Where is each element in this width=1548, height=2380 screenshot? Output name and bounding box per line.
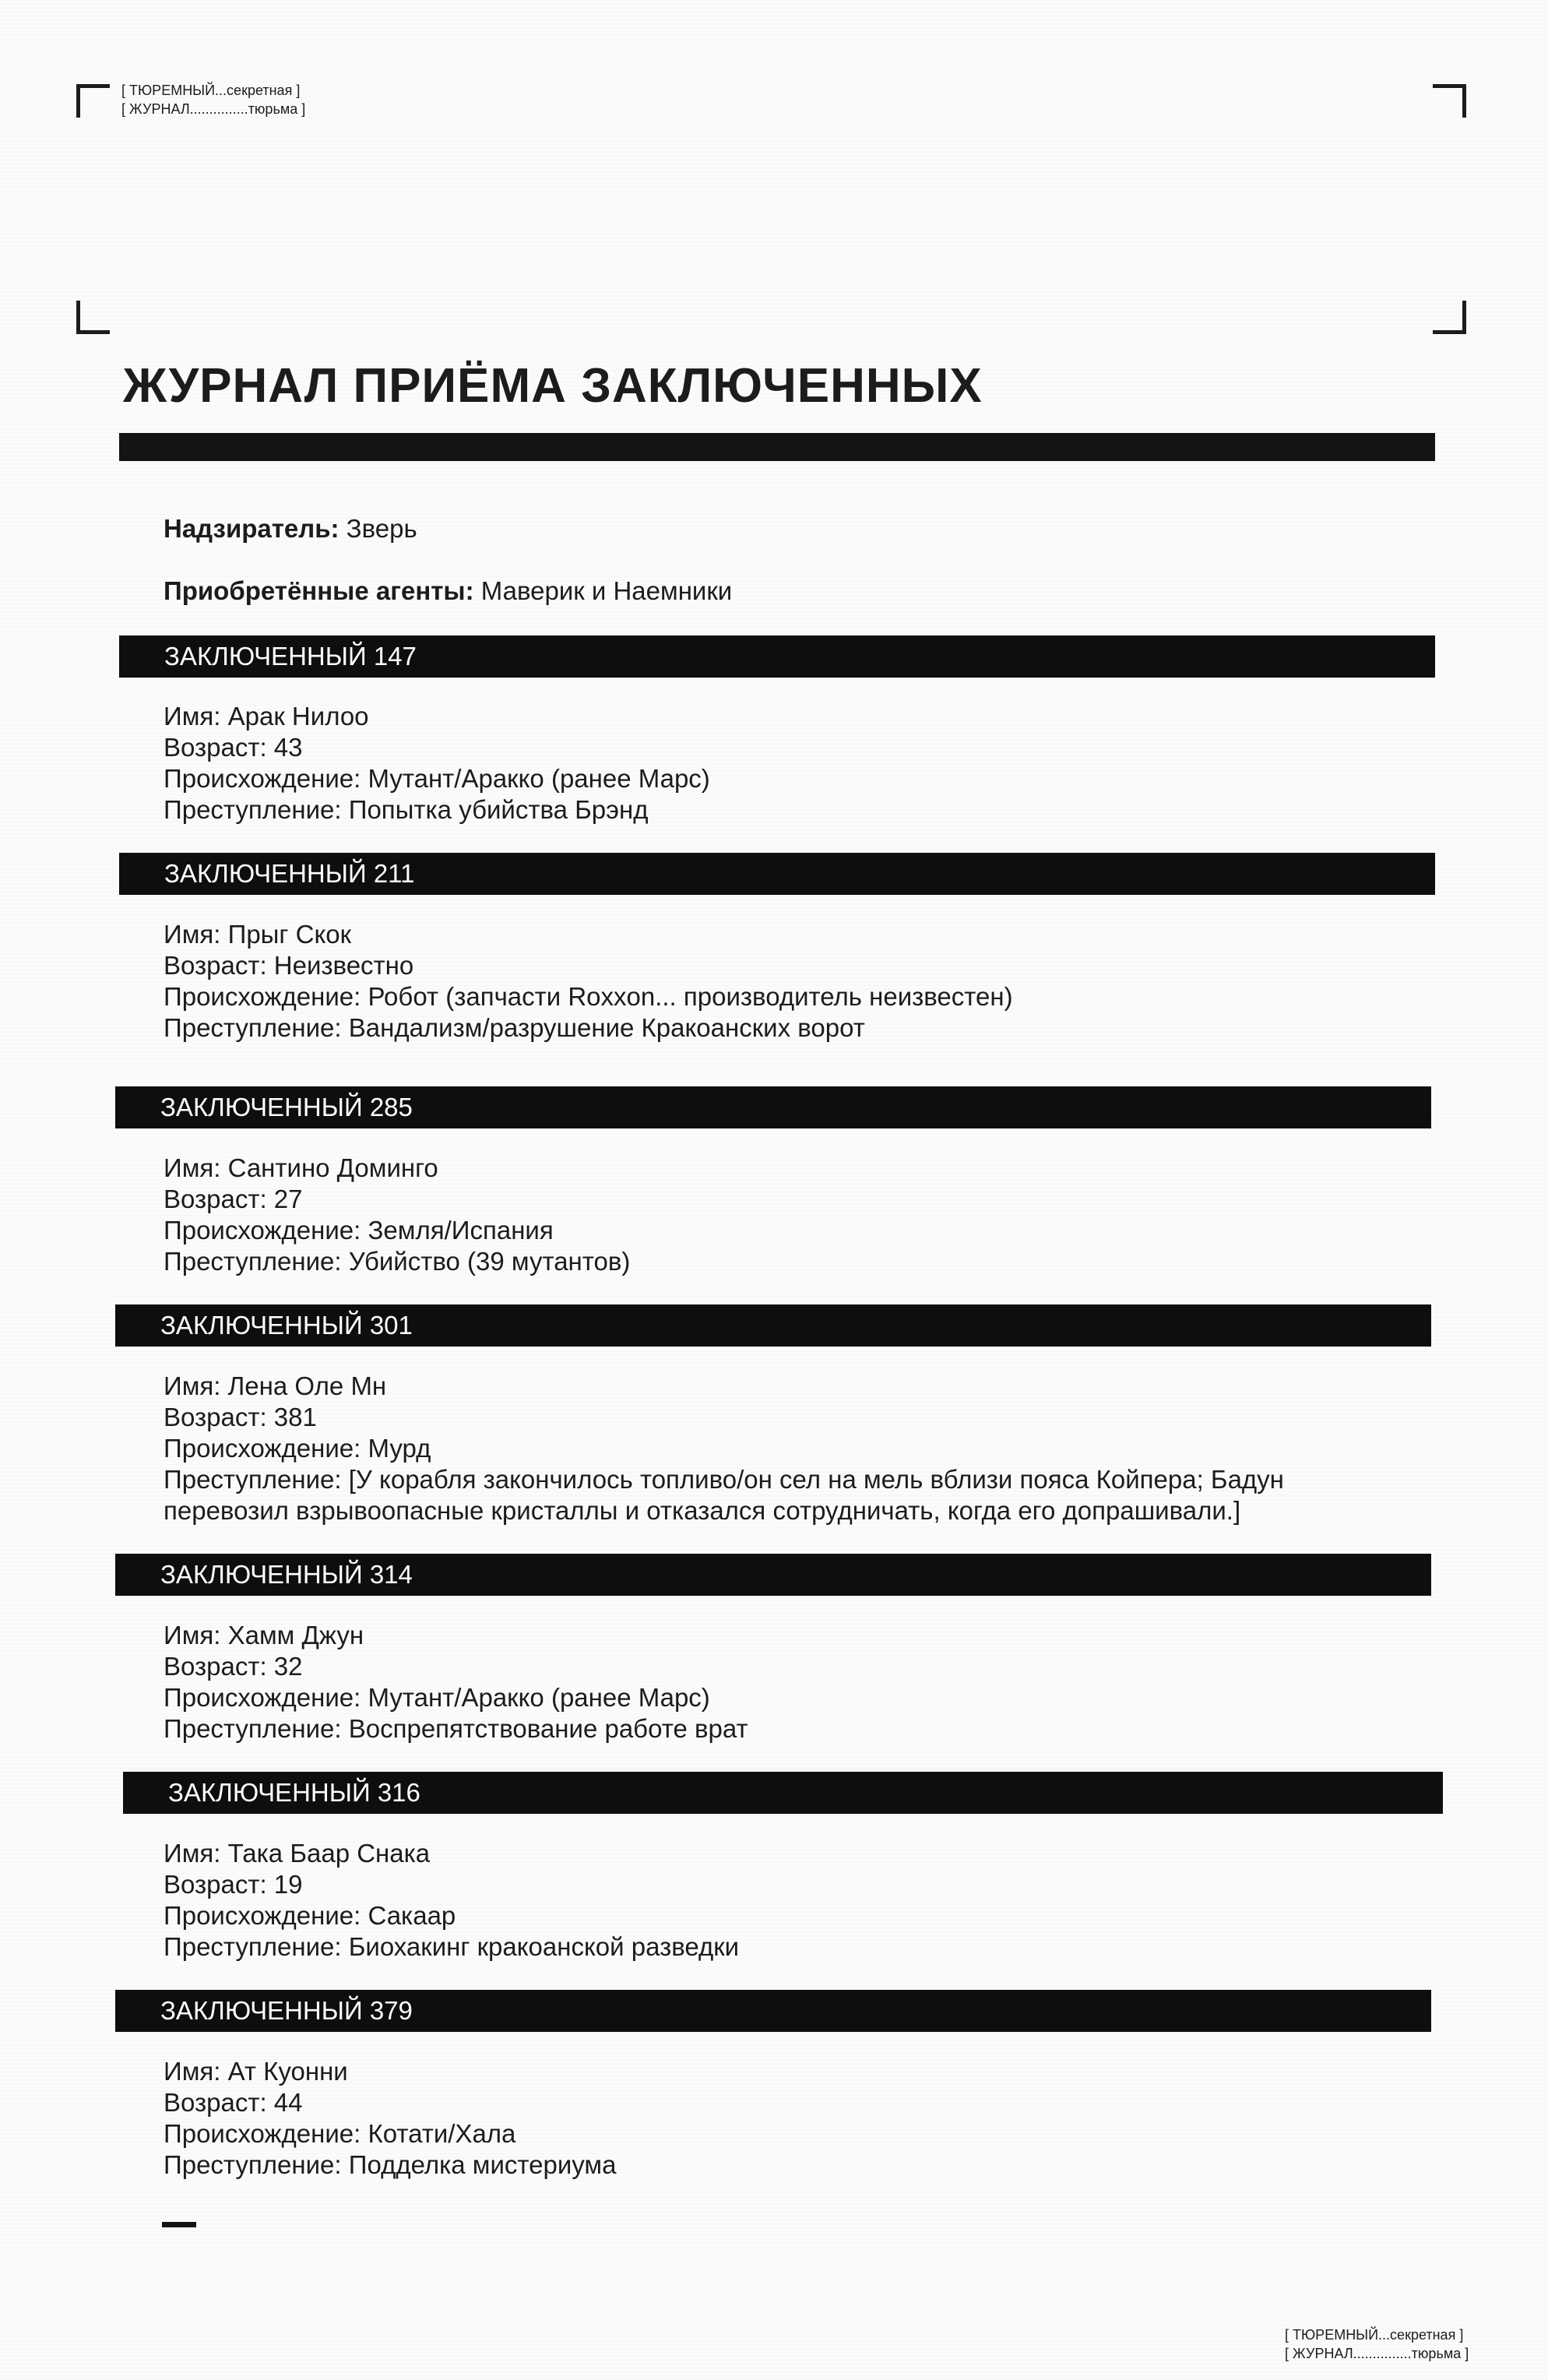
prisoner-age: Возраст: 27 bbox=[164, 1185, 303, 1213]
prisoner-age: Возраст: 43 bbox=[164, 733, 303, 762]
prisoner-crime: Преступление: Воспрепятствование работе врат bbox=[164, 1714, 748, 1743]
prisoner-crime: Преступление: [У корабля закончилось топливо/он сел на мель вблизи пояса Койпера; Бадун bbox=[164, 1465, 1284, 1494]
prisoner-crime-continued: перевозил взрывоопасные кристаллы и отказался сотрудничать, когда его допрашивали.] bbox=[164, 1496, 1241, 1525]
prisoner-origin: Происхождение: Котати/Хала bbox=[164, 2119, 516, 2148]
corner-mark-top-right bbox=[1433, 84, 1466, 118]
agents-label: Приобретённые агенты: bbox=[164, 576, 474, 605]
prisoner-crime: Преступление: Биохакинг кракоанской разведки bbox=[164, 1932, 740, 1961]
prisoner-record-379 bbox=[164, 2056, 1441, 2181]
prisoner-crime: Преступление: Убийство (39 мутантов) bbox=[164, 1247, 631, 1276]
prisoner-age: Возраст: 381 bbox=[164, 1403, 317, 1431]
stamp-line-1: [ ТЮРЕМНЫЙ...секретная ] bbox=[1285, 2327, 1464, 2343]
prisoner-name: Имя: Ат Куонни bbox=[164, 2057, 348, 2086]
prisoner-header-314: ЗАКЛЮЧЕННЫЙ 314 bbox=[115, 1554, 1431, 1596]
prisoner-header-285: ЗАКЛЮЧЕННЫЙ 285 bbox=[115, 1086, 1431, 1128]
warden-line bbox=[164, 514, 417, 544]
warden-label: Надзиратель: bbox=[164, 514, 340, 543]
prisoner-header-316: ЗАКЛЮЧЕННЫЙ 316 bbox=[123, 1772, 1443, 1814]
stamp-line-2: [ ЖУРНАЛ...............тюрьма ] bbox=[1285, 2346, 1469, 2361]
prisoner-name: Имя: Арак Нилоо bbox=[164, 702, 369, 731]
prisoner-age: Возраст: 44 bbox=[164, 2088, 303, 2117]
prisoner-origin: Происхождение: Робот (запчасти Roxxon... производитель неизвестен) bbox=[164, 982, 1013, 1011]
agents-line bbox=[164, 576, 732, 606]
corner-mark-bottom-left bbox=[76, 301, 110, 334]
prisoner-record-285 bbox=[164, 1153, 1441, 1277]
prisoner-crime: Преступление: Попытка убийства Брэнд bbox=[164, 795, 649, 824]
prisoner-origin: Происхождение: Сакаар bbox=[164, 1901, 456, 1930]
warden-value: Зверь bbox=[346, 514, 417, 543]
prisoner-crime: Преступление: Подделка мистериума bbox=[164, 2150, 617, 2179]
prisoner-header-379: ЗАКЛЮЧЕННЫЙ 379 bbox=[115, 1990, 1431, 2032]
prisoner-record-211 bbox=[164, 919, 1441, 1044]
prisoner-origin: Происхождение: Мутант/Аракко (ранее Марс) bbox=[164, 764, 710, 793]
prisoner-name: Имя: Така Баар Снака bbox=[164, 1839, 431, 1868]
stamp-line-1: [ ТЮРЕМНЫЙ...секретная ] bbox=[121, 83, 301, 98]
prisoner-header-301: ЗАКЛЮЧЕННЫЙ 301 bbox=[115, 1304, 1431, 1347]
prisoner-header-147: ЗАКЛЮЧЕННЫЙ 147 bbox=[119, 635, 1435, 678]
title-underline-bar bbox=[119, 433, 1435, 461]
prisoner-origin: Происхождение: Мурд bbox=[164, 1434, 431, 1463]
corner-mark-bottom-right bbox=[1433, 301, 1466, 334]
prisoner-name: Имя: Хамм Джун bbox=[164, 1621, 364, 1649]
prisoner-record-314 bbox=[164, 1620, 1441, 1745]
prisoner-header-211: ЗАКЛЮЧЕННЫЙ 211 bbox=[119, 853, 1435, 895]
end-dash bbox=[162, 2222, 196, 2227]
prisoner-record-301 bbox=[164, 1371, 1441, 1526]
prisoner-name: Имя: Прыг Скок bbox=[164, 920, 352, 949]
prisoner-age: Возраст: Неизвестно bbox=[164, 951, 414, 980]
agents-value: Маверик и Наемники bbox=[480, 576, 733, 605]
prisoner-name: Имя: Сантино Доминго bbox=[164, 1153, 438, 1182]
corner-mark-top-left bbox=[76, 84, 110, 118]
prisoner-age: Возраст: 19 bbox=[164, 1870, 303, 1899]
classification-stamp-bottom bbox=[1285, 2325, 1469, 2363]
prisoner-origin: Происхождение: Мутант/Аракко (ранее Марс) bbox=[164, 1683, 710, 1712]
prisoner-record-316 bbox=[164, 1838, 1441, 1963]
prisoner-name: Имя: Лена Оле Мн bbox=[164, 1371, 387, 1400]
page-title: ЖУРНАЛ ПРИЁМА ЗАКЛЮЧЕННЫХ bbox=[123, 359, 983, 413]
prisoner-origin: Происхождение: Земля/Испания bbox=[164, 1216, 554, 1245]
prisoner-age: Возраст: 32 bbox=[164, 1652, 303, 1681]
stamp-line-2: [ ЖУРНАЛ...............тюрьма ] bbox=[121, 101, 306, 117]
prisoner-crime: Преступление: Вандализм/разрушение Кракоанских ворот bbox=[164, 1013, 865, 1042]
classification-stamp-top bbox=[121, 81, 305, 118]
prisoner-record-147 bbox=[164, 701, 1441, 826]
